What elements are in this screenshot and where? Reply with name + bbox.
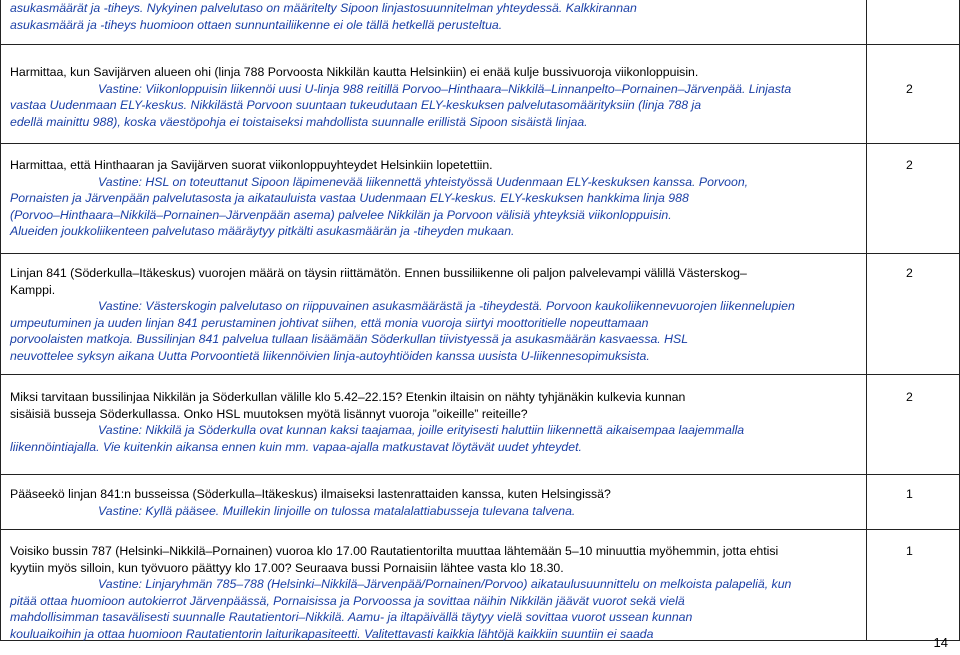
comment-text: Harmittaa, kun Savijärven alueen ohi (linja 788 Porvoosta Nikkilän kautta Helsinkiin) ei enää kulje bussivuoroja viikonloppuisin. [10, 65, 699, 79]
response-line: Pornaisten ja Järvenpään palvelutasosta ja aikatauluista vastaa Uudenmaan ELY-keskus. ELY-keskuksen hankkima linja 988 [10, 191, 689, 205]
response-line: Vastine: Nikkilä ja Söderkulla ovat kunnan kaksi taajamaa, joille erityisesti haluttiin liikennettä aikaisempaa laajemmalla [98, 423, 745, 437]
response-line: liikennöintiajalla. Vie kuitenkin aikansa ennen kuin mm. vapaa-ajalla matkustavat löytävät uudet yhteydet. [10, 439, 582, 454]
response-line: Vastine: Linjaryhmän 785–788 (Helsinki–Nikkilä–Järvenpää/Pornainen/Porvoo) aikataulusuunnittelu on melkoista palapeliä, kun [98, 577, 792, 591]
count-value: 1 [906, 487, 913, 501]
response-line: Vastine: Viikonloppuisin liikennöi uusi U-linja 988 reitillä Porvoo–Hinthaara–Nikkilä–Linnanpelto–Pornainen–Järvenpää. Linjasta [98, 81, 792, 96]
response-line: neuvottelee syksyn aikana Uutta Porvoontietä liikennöivien linja-autoyhtiöiden kanssa uusista U-liikennesopimuksista. [10, 348, 650, 363]
count-value: 2 [906, 266, 913, 280]
column-divider [0, 0, 1, 640]
response-line: vastaa Uudenmaan ELY-keskus. Nikkilästä Porvoon suuntaan tukeudutaan ELY-keskuksen palvelutasomäärityksiin (linja 788 ja [10, 98, 702, 112]
comment-line: Voisiko bussin 787 (Helsinki–Nikkilä–Pornainen) vuoroa klo 17.00 Rautatientorilta muuttaa lähtemään 5–10 minuuttia myöhemmin, jotta ehtisi [10, 544, 779, 558]
row-divider [0, 253, 960, 254]
response-line: umpeutuminen ja uuden linjan 841 perustaminen johtivat siihen, että monia vuoroja siirtyi moottoritielle nopeuttamaan [10, 315, 649, 330]
comment-line: kyytiin myös silloin, kun työvuoro päättyy klo 17.00? Seuraava bussi Pornaisiin lähtee vasta klo 18.30. [10, 560, 564, 575]
table-row [10, 64, 860, 130]
comment-line: sisäisiä busseja Söderkullassa. Onko HSL muutoksen myötä lisännyt vuoroja ”oikeille” reiteille? [10, 406, 528, 421]
table-row [10, 486, 860, 519]
response-line: (Porvoo–Hinthaara–Nikkilä–Pornainen–Järvenpään asema) palvelee Nikkilän ja Porvoon välisiä yhteyksiä viikonloppuisin. [10, 207, 672, 222]
page-number: 14 [933, 634, 948, 650]
response-line: kouluaikoihin ja ottaa huomioon Rautatientorin laiturikapasiteetti. Valitettavasti kaikkia lähtöjä kaikkiin suuntiin ei saada [10, 626, 654, 641]
response-line: asukasmäärä ja -tiheys huomioon ottaen sunnuntailiikenne ei ole tällä hetkellä perusteltua. [10, 17, 503, 32]
column-divider [866, 0, 867, 640]
response-line: Alueiden joukkoliikenteen palvelutaso määräytyy pitkälti asukasmäärän ja -tiheyden mukaan. [10, 224, 515, 238]
comment-line: Linjan 841 (Söderkulla–Itäkeskus) vuorojen määrä on täysin riittämätön. Ennen bussiliikenne oli paljon palvelevampi välillä Västerskog– [10, 266, 747, 280]
row-divider [0, 529, 960, 530]
response-line: asukasmäärät ja -tiheys. Nykyinen palvelutaso on määritelty Sipoon linjastosuunnitelman yhteydessä. Kalkkirannan [10, 1, 637, 15]
table-row [10, 265, 860, 364]
table-row [10, 0, 860, 33]
count-value: 2 [906, 158, 913, 172]
response-line: porvoolaisten matkoja. Bussilinjan 841 palvelua tullaan lisäämään Söderkullan tiivistyessä ja asukasmäärän kasvaessa. HSL [10, 332, 689, 346]
response-line: Vastine: Kyllä pääsee. Muillekin linjoille on tulossa matalalattiabusseja tulevana talvena. [98, 503, 576, 518]
table-row [10, 543, 860, 642]
response-line: mahdollisimman tasavälisesti suunnalle Rautatientori–Nikkilä. Aamu- ja iltapäivällä täytyy vielä sovittaa vuorot ussean kunnan [10, 610, 693, 624]
table-row [10, 157, 860, 240]
row-divider [0, 143, 960, 144]
response-line: Vastine: HSL on toteuttanut Sipoon läpimenevää liikennettä yhteistyössä Uudenmaan ELY-keskuksen kanssa. Porvoon, [98, 174, 749, 189]
comment-line: Kamppi. [10, 282, 56, 297]
response-line: edellä mainittu 988), koska väestöpohja ei toistaiseksi mahdollista suunnalle erillistä Sipoon sisäistä linjaa. [10, 114, 588, 129]
response-line: Vastine: Västerskogin palvelutaso on riippuvainen asukasmäärästä ja -tiheydestä. Porvoon kaukoliikennevuorojen liikennelupien [98, 299, 795, 313]
row-divider [0, 474, 960, 475]
comment-text: Harmittaa, että Hinthaaran ja Savijärven suorat viikonloppuyhteydet Helsinkiin lopetettiin. [10, 158, 493, 172]
count-value: 2 [906, 82, 913, 96]
comment-line: Miksi tarvitaan bussilinjaa Nikkilän ja Söderkullan välille klo 5.42–22.15? Etenkin iltaisin on nähty tyhjänäkin kulkevia kunnan [10, 390, 686, 404]
count-value: 2 [906, 390, 913, 404]
row-divider [0, 44, 960, 45]
row-divider [0, 374, 960, 375]
response-line: pitää ottaa huomioon autokierrot Järvenpäässä, Pornaisissa ja Porvoossa ja sovittaa näihin Nikkilän jäävät vuorot sekä vielä [10, 593, 685, 608]
table-row [10, 389, 860, 455]
comment-text: Pääseekö linjan 841:n busseissa (Söderkulla–Itäkeskus) ilmaiseksi lastenrattaiden kanssa, kuten Helsingissä? [10, 487, 611, 501]
count-value: 1 [906, 544, 913, 558]
